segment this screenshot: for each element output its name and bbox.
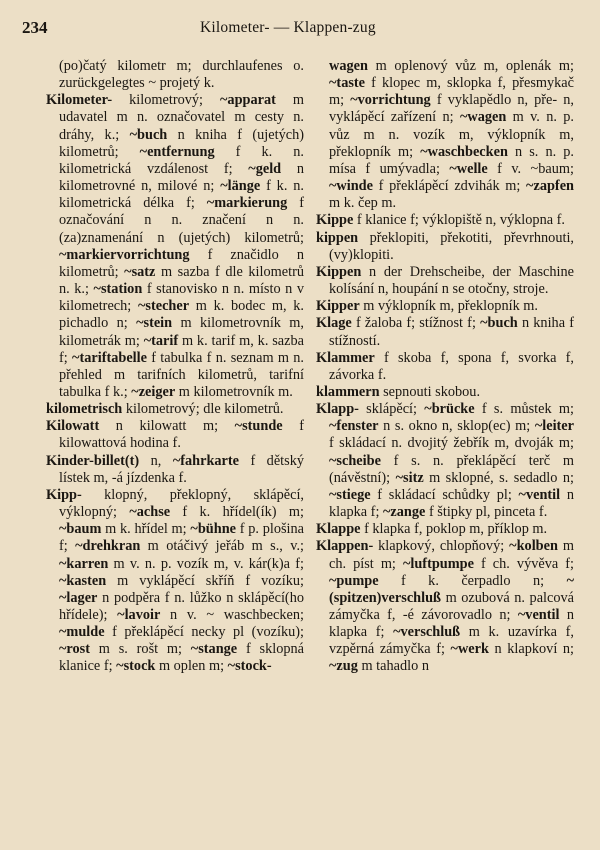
definition-text: m s. rošt m; [90,641,191,658]
headword: Kinder-billet(t) [46,452,140,469]
page-header [22,18,570,42]
definition-text: f s. můstek m; [474,401,574,418]
headword: Klage [316,315,352,332]
definition-text: f sklopná klanice f; [59,641,304,675]
definition-text: m vyklápěcí skříň f vozíku; [106,572,304,589]
definition-text: n v. ~ waschbecken; [160,607,304,623]
headword: ~(spitzen)verschluß [329,572,574,606]
headword: ~zapfen [526,178,574,195]
headword: ~ventil [518,486,561,503]
dictionary-entry [316,384,574,401]
headword: ~apparat [220,92,276,109]
definition-text: f vyklapědlo n, pře- n, vyklápěcí zařízení n; [329,92,574,126]
definition-text: f skládací n. dvojitý žebřík m, dvoják m; [329,435,574,452]
definition-text: m ozubová n. palcová zámyčka f, -é závorovadlo n; [329,589,574,623]
headword: ~ventil [517,607,560,623]
definition-text: n klapkoví n; [488,641,574,658]
headword: ~karren [59,555,109,572]
headword: ~brücke [424,401,475,418]
definition-text: f v. ~baum; [487,160,574,177]
definition-text: f k. n. kilometrická délka f; [59,178,304,212]
headword: ~achse [129,504,171,521]
headword: ~mulde [59,624,105,641]
headword: ~markiervorrichtung [59,246,190,263]
headword: Kilowatt [46,418,100,435]
definition-text: m oplen m; [155,658,228,675]
headword: ~lager [59,589,98,606]
headword: ~tarif [143,332,179,349]
definition-text: klopný, překlopný, sklápěcí, výklopný; [59,486,304,521]
headword: ~stiege [329,486,371,503]
definition-text: f klanice f; výklopiště n, výklopna f. [353,212,565,229]
dictionary-entry [316,264,574,298]
headword: ~waschbecken [420,143,508,160]
headword: wagen [329,58,368,74]
definition-text: n s. okno n, sklop(ec) m; [378,418,535,435]
definition-text: f štipky pl, pinceta f. [425,504,548,521]
headword: ~länge [220,178,261,195]
headword: ~taste [329,75,366,92]
headword: Klammer [316,349,375,366]
definition-text: n kilowatt m; [99,418,235,435]
headword: ~werk [450,641,489,658]
headword: ~drehkran [75,538,141,555]
headword: ~welle [449,160,488,177]
definition-text: m k. tarif m, k. sazba f; [59,332,304,366]
running-head: Kilometer- — Klappen-zug [200,19,376,36]
headword: ~scheibe [329,452,381,469]
headword: ~zug [329,658,358,675]
headword: ~verschluß [393,624,461,641]
definition-text: m k. bodec m, k. pichadlo n; [59,298,304,332]
headword: Kippe [316,212,354,229]
definition-text: f k. n. kilometrická vzdálenost f; [59,143,304,177]
headword: ~station [93,281,143,298]
headword: Klapp- [316,401,359,418]
headword: ~kasten [59,572,107,589]
headword: ~stange [190,641,238,658]
definition-text: n, [139,452,173,469]
definition-text: m kilometrovník m. [175,383,293,400]
definition-text: sklápěcí; [358,401,425,418]
headword: ~fahrkarte [172,452,240,469]
left-column [46,58,304,676]
definition-text: f označování n n. značení n n.(za)znamenání n (ujetých) kilometrů; [59,195,304,246]
definition-text: f skoba f, spona f, svorka f, závorka f. [329,349,574,383]
definition-text: n kniha f stížností. [329,315,574,349]
headword: ~stock [116,658,156,675]
dictionary-entry [46,418,304,452]
definition-text: f překlápěcí necky pl (vozíku); [104,624,304,641]
headword: ~baum [59,521,102,538]
definition-text: f kilowattová hodina f. [59,418,304,452]
definition-text: f klopec m, sklopka f, přesmykač m; [329,75,574,109]
dictionary-entry [46,401,304,418]
definition-text: m oplenový vůz m, oplenák m; [367,58,574,74]
headword: ~entfernung [139,143,215,160]
dictionary-entry [46,453,304,487]
definition-text: f dětský lístek m, -á jízdenka f. [59,452,304,486]
definition-text: f žaloba f; stížnost f; [351,315,481,332]
headword: ~zange [383,504,426,521]
definition-text: f ch. vývěva f; [473,555,574,572]
definition-text: kilometrový; [112,92,220,109]
headword: Kipp- [46,486,82,503]
definition-text: n kniha f (ujetých) kilometrů; [59,126,304,160]
definition-text: f k. čerpadlo n; [378,572,567,589]
definition-text: f překlápěcí zdvihák m; [372,178,527,195]
definition-text: f značidlo n kilometrů; [59,246,304,280]
definition-text: m ch. píst m; [329,538,574,572]
definition-text: m otáčivý jeřáb m s., v.; [140,538,304,555]
dictionary-entry [316,538,574,675]
definition-text: m k. uzavírka f, vzpěrná zámyčka f; [329,624,574,658]
headword: ~sitz [395,469,424,486]
right-column [316,58,574,676]
definition-text: n der Drehscheibe, der Maschine kolísání n, houpání n se otočny, stroje. [329,263,574,298]
headword: Klappe [316,521,361,538]
entry-continuation [316,58,574,212]
dictionary-entry [46,487,304,676]
headword: ~pumpe [329,572,379,589]
definition-text: f klapka f, poklop m, příklop m. [360,521,548,538]
headword: ~tariftabelle [72,349,147,366]
definition-text: m udavatel m n. označovatel m cesty n. dráhy, k.; [59,92,304,143]
definition-text: n s. n. p. mísa f umývadla; [329,143,575,177]
dictionary-entry [316,212,574,229]
page-number: 234 [22,18,48,37]
definition-text: překlopiti, překotiti, převrhnouti, (vy)klopiti. [329,229,574,263]
headword: ~luftpumpe [402,555,474,572]
headword: kilometrisch [46,401,123,418]
definition-text: m k. čep m. [329,195,397,212]
headword: ~geld [248,160,282,177]
definition-text: f s. n. překlápěcí terč m (návěstní); [329,452,574,486]
dictionary-entry [316,521,574,538]
definition-text: m v. n. p. vůz m n. vozík m, výklopník m, překlopník m; [329,109,574,160]
definition-text: m kilometrovník m, kilometrák m; [59,315,305,349]
definition-text: n klapka f; [329,486,574,521]
definition-text: m sklopné, s. sedadlo n; [423,469,574,486]
headword: ~bühne [190,521,236,538]
definition-text: f p. plošina f; [59,521,305,555]
definition-text: m sazba f dle kilometrů n. k.; [59,263,304,298]
headword: ~kolben [509,538,558,555]
dictionary-entry [316,298,574,315]
headword: Kippen [316,263,362,280]
headword: ~stock- [227,658,272,675]
headword: kippen [316,229,359,246]
headword: ~lavoir [117,607,161,623]
definition-text: kilometrový; dle kilometrů. [122,401,284,418]
dictionary-entry [316,401,574,521]
definition-text: f stanovisko n n. místo n v kilometrech; [59,281,304,315]
definition-text: n kilometrovné n, milové n; [59,160,304,195]
headword: ~stein [136,315,173,332]
definition-text: m výklopník m, překlopník m. [359,298,538,315]
definition-text: sepnouti skobou. [379,383,481,400]
headword: ~fenster [329,418,379,435]
headword: ~stunde [234,418,283,435]
definition-text: m k. hřídel m; [101,521,191,538]
headword: ~satz [124,263,156,280]
definition-text: m v. n. p. vozík m, v. kár(k)a f; [108,555,304,572]
headword: Klappen- [316,538,374,555]
headword: ~stecher [137,298,190,315]
headword: ~buch [480,315,518,332]
definition-text: klapkový, chlopňový; [373,538,510,555]
dictionary-entry [316,350,574,384]
headword: ~wagen [459,109,507,126]
headword: ~leiter [534,418,574,435]
definition-text: f skládací schůdky pl; [370,486,519,503]
headword: ~zeiger [131,383,176,400]
headword: ~buch [129,126,168,143]
definition-text: n klapka f; [329,607,574,641]
headword: ~markierung [206,195,288,212]
entry-continuation [46,58,304,92]
definition-text: m tahadlo n [357,658,429,675]
headword: Kipper [316,298,360,315]
headword: ~vorrichtung [350,92,431,109]
definition-text: f k. hřídel(ík) m; [170,504,304,521]
dictionary-entry [46,92,304,401]
dictionary-entry [316,230,574,264]
headword: Kilometer- [46,92,113,109]
definition-text: n podpěra f n. lůžko n sklápěcí(ho hřídele); [59,589,304,623]
definition-text: f tabulka f n. seznam m n. přehled m tarifních kilometrů, tarifní tabulka f k.; [59,349,305,400]
definition-text: (po)čatý kilometr m; durchlaufenes o. zurückgelegtes ~ projetý k. [59,58,304,92]
dictionary-entry [316,315,574,349]
headword: ~winde [329,178,373,195]
headword: klammern [316,383,380,400]
headword: ~rost [59,641,90,658]
